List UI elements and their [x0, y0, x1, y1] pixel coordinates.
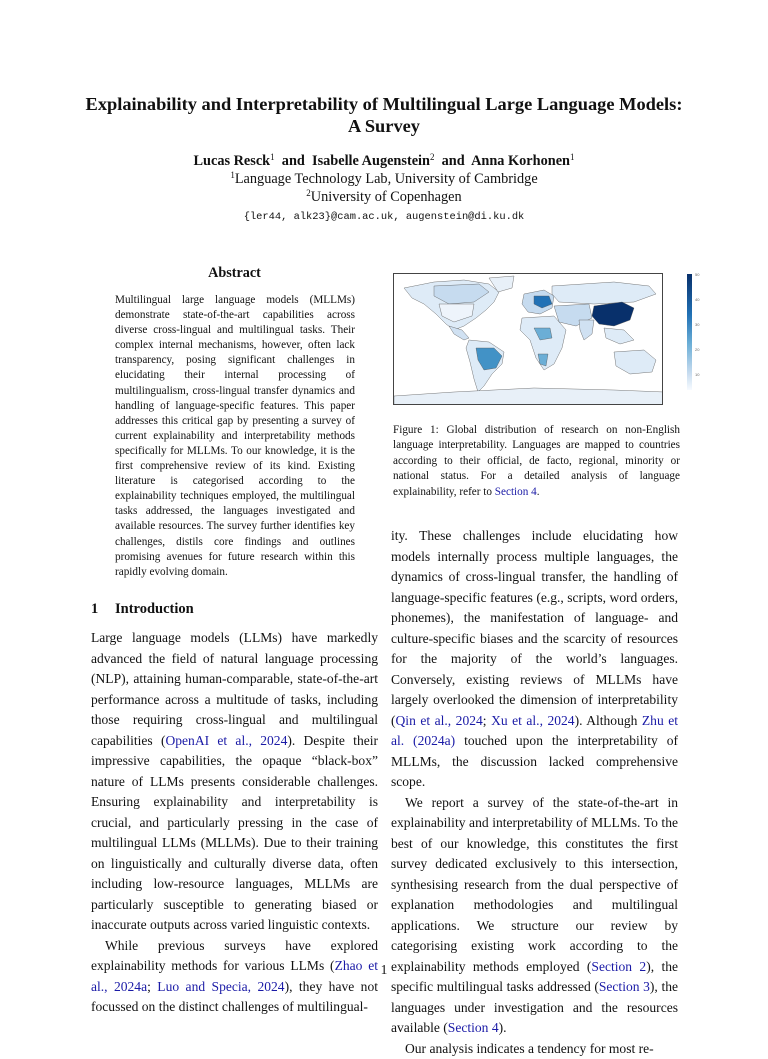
- link-section-3[interactable]: Section 3: [599, 979, 650, 994]
- right-paragraph-1: ity. These challenges include elucidating how models internally process multiple languages, the dynamics of cross-lingual transfer, the handling of language-specific features (e.g., scripts, word orders, phonemes), the manifestation of language- and culture-specific biases and the scarcity of resources for the majority of the world’s languages. Conversely, existing reviews of MLLMs have largely overlooked the dimension of interpretability (Qin et al., 2024; Xu et al., 2024). Although Zhu et al. (2024a) touched upon the interpretability of MLLMs, the discussion lacked comprehensive scope.: [391, 526, 678, 793]
- world-map-graphic: [394, 274, 663, 405]
- colorbar-tick: 30: [695, 322, 699, 327]
- link-section-4[interactable]: Section 4: [495, 486, 537, 498]
- author-2: Isabelle Augenstein: [312, 153, 430, 169]
- right-column-body: [391, 526, 678, 1059]
- colorbar-tick: 40: [695, 297, 699, 302]
- citation-openai-2024[interactable]: OpenAI et al., 2024: [165, 733, 287, 748]
- colorbar-tick: 20: [695, 347, 699, 352]
- choropleth-map: [393, 273, 663, 405]
- colorbar-tick: 10: [695, 372, 699, 377]
- left-column-body: [91, 628, 378, 1018]
- right-paragraph-2: We report a survey of the state-of-the-art in explainability and interpretability of MLLMs. To the best of our knowledge, this constitutes the first survey dedicated exclusively to this intersection, synthesising research from the dual perspective of explanation methodologies and multilingual applications. We structure our review by categorising existing work according to the explainability methods employed (Section 2), the specific multilingual tasks addressed (Section 3), the languages under investigation and the resources available (Section 4).: [391, 793, 678, 1039]
- paper-title: [60, 93, 708, 137]
- link-section-2[interactable]: Section 2: [591, 959, 646, 974]
- figure-1-caption: Figure 1: Global distribution of research on non-English language interpretability. Languages are mapped to countries according to their official, de facto, regional, minority or national status. For a detailed analysis of language explainability, refer to Section 4.: [393, 423, 680, 500]
- citation-luo-specia-2024[interactable]: Luo and Specia, 2024: [157, 979, 284, 994]
- page-number: 1: [0, 962, 768, 978]
- author-emails: {ler44, alk23}@cam.ac.uk, augenstein@di.ku.dk: [60, 208, 708, 226]
- citation-qin-2024[interactable]: Qin et al., 2024: [396, 713, 483, 728]
- figure-1-world-map: [393, 270, 681, 406]
- citation-zhu-2024a[interactable]: Zhu et al. (2024a): [391, 713, 678, 749]
- author-block: [60, 152, 708, 226]
- title-line-1: Explainability and Interpretability of Multilingual Large Language Models:: [60, 93, 708, 115]
- affiliation-1: $^1$Language Technology Lab, University of Cambridge: [60, 170, 708, 188]
- citation-zhao-2024a[interactable]: Zhao et al., 2024a: [91, 958, 378, 994]
- right-paragraph-3: Our analysis indicates a tendency for most re-: [391, 1039, 678, 1059]
- author-1: Lucas Resck: [193, 153, 270, 169]
- link-section-4[interactable]: Section 4: [448, 1020, 499, 1035]
- intro-paragraph-1: Large language models (LLMs) have markedly advanced the field of natural language processing (NLP), attaining human-comparable, state-of-the-art performance across a multitude of tasks, including those requiring cross-lingual and multilingual capabilities (OpenAI et al., 2024). Despite their impressive capabilities, the opaque “black-box” nature of LLMs presents considerable challenges. Ensuring explainability and interpretability is crucial, and particularly pressing in the case of multilingual LLMs (MLLMs). Due to their training on linguistically and culturally diverse data, often including low-resource languages, MLLMs are particularly susceptible to generating biased or inaccurate outputs across varied linguistic contexts.: [91, 628, 378, 936]
- affiliation-2: $^2$University of Copenhagen: [60, 188, 708, 206]
- title-line-2: A Survey: [60, 115, 708, 137]
- colorbar: [687, 274, 692, 390]
- abstract-heading: Abstract: [91, 265, 378, 282]
- colorbar-tick: 50: [695, 272, 699, 277]
- section-heading-introduction: 1 Introduction: [91, 601, 194, 618]
- citation-xu-2024[interactable]: Xu et al., 2024: [491, 713, 575, 728]
- intro-paragraph-2: While previous surveys have explored explainability methods for various LLMs (Zhao et al., 2024a; Luo and Specia, 2024), they have not focussed on the distinct challenges of multilingual-: [91, 936, 378, 1018]
- author-names: Lucas Resck$^1$ and Isabelle Augenstein$^2$ and Anna Korhonen$^1$: [60, 152, 708, 170]
- author-3: Anna Korhonen: [471, 153, 570, 169]
- abstract-text: Multilingual large language models (MLLMs) demonstrate state-of-the-art capabilities across diverse cross-lingual and multilingual tasks. Their complex internal mechanisms, however, often lack transparency, posing significant challenges in elucidating their internal processing of multilingualism, cross-lingual transfer dynamics and handling of language-specific features. This paper addresses this critical gap by presenting a survey of current explainability and interpretability methods specifically for MLLMs. To our knowledge, it is the first comprehensive review of its kind. Existing literature is categorised according to the explainability techniques employed, the multilingual tasks addressed, the languages investigated and available resources. The survey further identifies key challenges, distils core findings and outlines promising avenues for future research within this rapidly evolving domain.: [115, 293, 355, 580]
